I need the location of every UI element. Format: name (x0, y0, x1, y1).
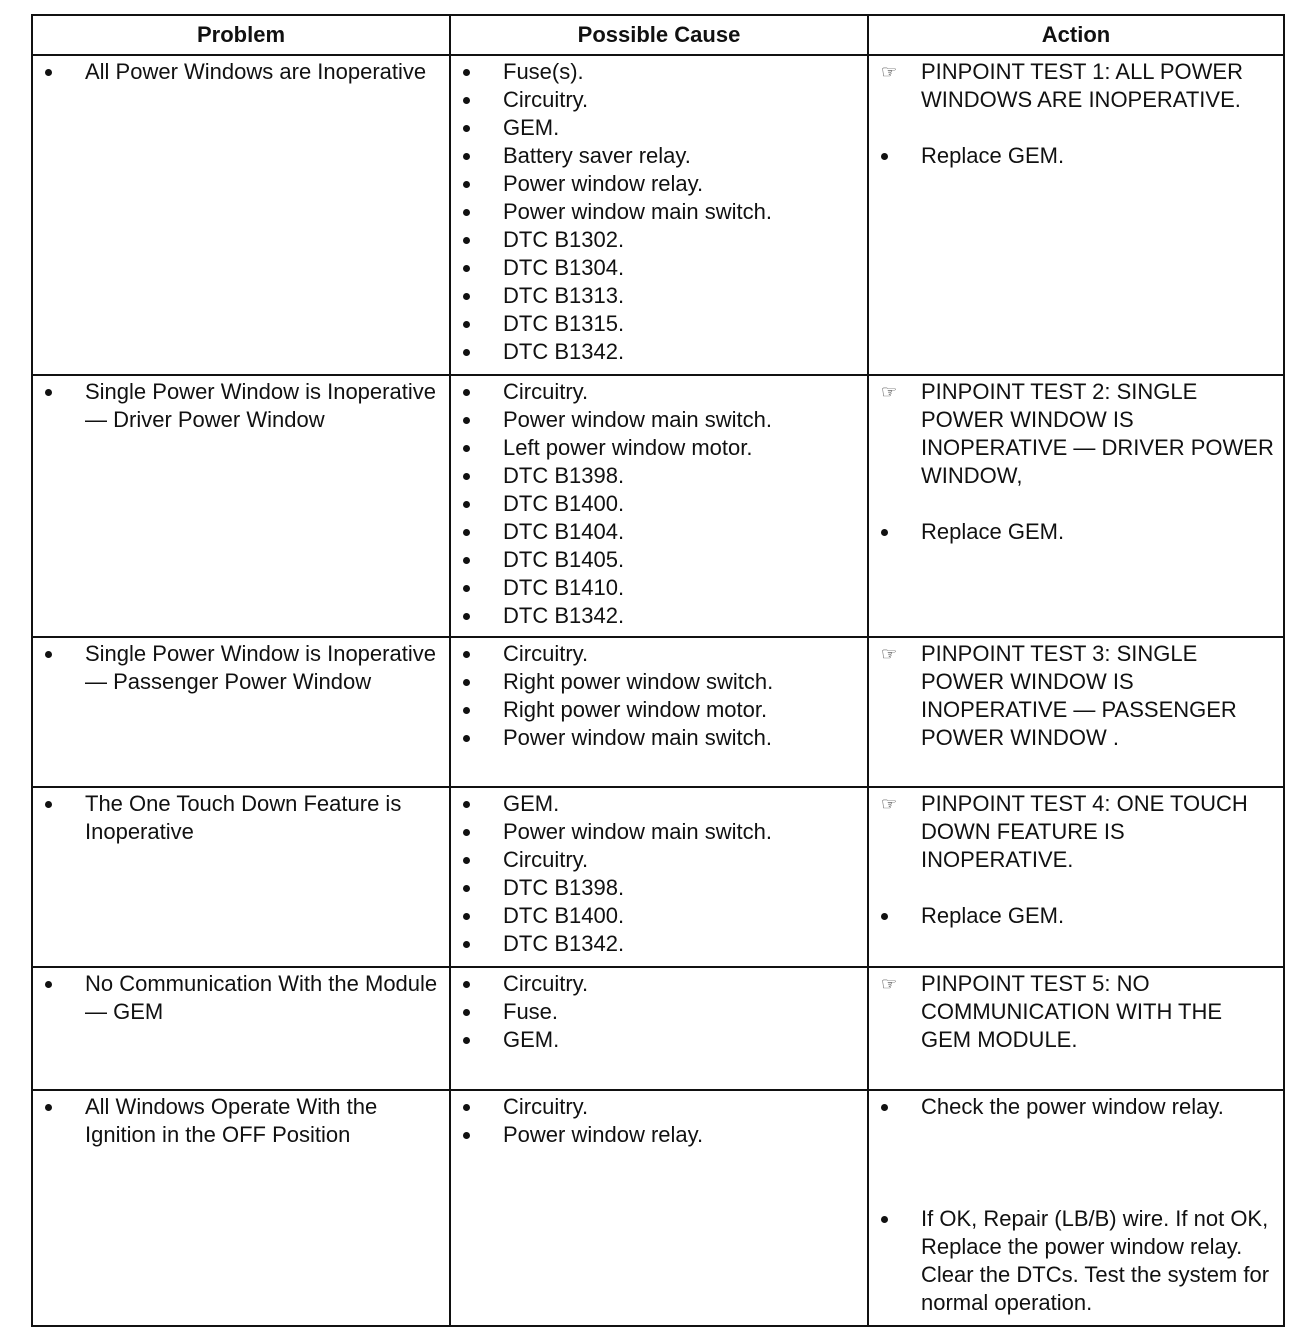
pointing-hand-icon: ☞ (881, 62, 898, 82)
action-cell (868, 637, 1284, 787)
bullet-icon (463, 170, 495, 198)
bullet-icon (463, 142, 495, 170)
cause-item: DTC B1400. (503, 491, 625, 516)
problem-cell (32, 787, 450, 967)
bullet-icon (463, 902, 495, 930)
bullet-icon (463, 724, 495, 752)
bullet-icon (45, 378, 77, 406)
problem-cell (32, 375, 450, 637)
bullet-icon (463, 546, 495, 574)
cause-item: DTC B1313. (503, 283, 625, 308)
bullet-icon (463, 198, 495, 226)
bullet-icon (45, 58, 77, 86)
bullet-icon (463, 434, 495, 462)
cause-item: DTC B1405. (503, 547, 625, 572)
cause-item: Circuitry. (503, 379, 589, 404)
bullet-icon (463, 602, 495, 630)
bullet-icon (463, 1093, 495, 1121)
cause-item: Left power window motor. (503, 435, 753, 460)
action-text: Replace GEM. (921, 143, 1065, 168)
bullet-icon (45, 1093, 77, 1121)
cause-item: Power window main switch. (503, 407, 772, 432)
cause-item: Power window main switch. (503, 725, 772, 750)
cause-item: Power window main switch. (503, 819, 772, 844)
bullet-icon (463, 310, 495, 338)
cause-item: DTC B1315. (503, 311, 625, 336)
bullet-icon (463, 86, 495, 114)
cause-item: Circuitry. (503, 971, 589, 996)
pointing-hand-icon: ☞ (881, 974, 898, 994)
bullet-icon (463, 696, 495, 724)
bullet-icon (463, 1026, 495, 1054)
cause-cell (450, 1090, 868, 1326)
problem-cell (32, 1090, 450, 1326)
bullet-icon (45, 790, 77, 818)
pointing-hand-icon: ☞ (881, 382, 898, 402)
table-row (32, 55, 1284, 375)
bullet-icon (881, 518, 913, 546)
cause-item: Circuitry. (503, 87, 589, 112)
bullet-icon (463, 338, 495, 366)
pinpoint-test-link: PINPOINT TEST 4: ONE TOUCH DOWN FEATURE IS INOPERATIVE. (921, 791, 1248, 872)
cause-item: DTC B1410. (503, 575, 625, 600)
problem-text: Single Power Window is Inoperative — Driver Power Window (85, 379, 436, 432)
problem-text: Single Power Window is Inoperative — Passenger Power Window (85, 641, 436, 694)
cause-item: DTC B1398. (503, 875, 625, 900)
pointing-hand-icon: ☞ (881, 644, 898, 664)
bullet-icon (463, 462, 495, 490)
header-row (32, 15, 1284, 55)
pinpoint-test-link: PINPOINT TEST 2: SINGLE POWER WINDOW IS INOPERATIVE — DRIVER POWER WINDOW, (921, 379, 1274, 488)
cause-item: DTC B1342. (503, 603, 625, 628)
bullet-icon (463, 998, 495, 1026)
cause-item: Circuitry. (503, 641, 589, 666)
bullet-icon (463, 518, 495, 546)
action-text: Replace GEM. (921, 519, 1065, 544)
bullet-icon (881, 142, 913, 170)
cause-item: Power window relay. (503, 171, 704, 196)
cause-item: Fuse. (503, 999, 559, 1024)
cause-item: GEM. (503, 115, 560, 140)
table-row (32, 787, 1284, 967)
cause-cell (450, 55, 868, 375)
table-row (32, 967, 1284, 1090)
bullet-icon (881, 1205, 913, 1233)
cause-item: Circuitry. (503, 847, 589, 872)
cause-cell (450, 787, 868, 967)
action-cell (868, 375, 1284, 637)
cause-cell (450, 375, 868, 637)
bullet-icon (463, 970, 495, 998)
cause-item: Fuse(s). (503, 59, 584, 84)
cause-item: DTC B1342. (503, 931, 625, 956)
cause-item: DTC B1398. (503, 463, 625, 488)
bullet-icon (881, 1093, 913, 1121)
bullet-icon (463, 574, 495, 602)
cause-cell (450, 967, 868, 1090)
problem-cell (32, 637, 450, 787)
pointing-hand-icon: ☞ (881, 794, 898, 814)
bullet-icon (463, 930, 495, 958)
cause-item: DTC B1342. (503, 339, 625, 364)
bullet-icon (463, 790, 495, 818)
problem-text: All Windows Operate With the Ignition in the OFF Position (85, 1094, 378, 1147)
bullet-icon (463, 490, 495, 518)
bullet-icon (463, 282, 495, 310)
cause-item: DTC B1404. (503, 519, 625, 544)
bullet-icon (45, 970, 77, 998)
bullet-icon (463, 1121, 495, 1149)
bullet-icon (463, 668, 495, 696)
symptom-chart (31, 14, 1285, 1327)
bullet-icon (881, 902, 913, 930)
problem-cell (32, 55, 450, 375)
problem-text: No Communication With the Module — GEM (85, 971, 438, 1024)
pinpoint-test-link: PINPOINT TEST 3: SINGLE POWER WINDOW IS INOPERATIVE — PASSENGER POWER WINDOW . (921, 641, 1237, 750)
problem-cell (32, 967, 450, 1090)
pinpoint-test-link: PINPOINT TEST 1: ALL POWER WINDOWS ARE INOPERATIVE. (921, 59, 1243, 112)
bullet-icon (463, 114, 495, 142)
problem-text: The One Touch Down Feature is Inoperative (85, 791, 402, 844)
pinpoint-test-link: PINPOINT TEST 5: NO COMMUNICATION WITH THE GEM MODULE. (921, 971, 1223, 1052)
bullet-icon (463, 406, 495, 434)
action-cell (868, 967, 1284, 1090)
action-cell (868, 787, 1284, 967)
header-possible-cause: Possible Cause (450, 15, 868, 55)
table-row (32, 1090, 1284, 1326)
bullet-icon (463, 378, 495, 406)
cause-item: GEM. (503, 791, 560, 816)
table-row (32, 637, 1284, 787)
action-text: Check the power window relay. (921, 1094, 1224, 1119)
cause-item: Right power window switch. (503, 669, 774, 694)
bullet-icon (45, 640, 77, 668)
cause-item: Power window relay. (503, 1122, 704, 1147)
action-text: If OK, Repair (LB/B) wire. If not OK, Replace the power window relay. Clear the DTCs. Test the system for normal operation. (921, 1206, 1270, 1315)
bullet-icon (463, 640, 495, 668)
action-cell (868, 55, 1284, 375)
cause-item: Battery saver relay. (503, 143, 691, 168)
cause-item: Power window main switch. (503, 199, 772, 224)
bullet-icon (463, 254, 495, 282)
bullet-icon (463, 226, 495, 254)
cause-item: DTC B1304. (503, 255, 625, 280)
bullet-icon (463, 58, 495, 86)
cause-item: DTC B1400. (503, 903, 625, 928)
action-cell (868, 1090, 1284, 1326)
header-action: Action (868, 15, 1284, 55)
cause-item: DTC B1302. (503, 227, 625, 252)
table-row (32, 375, 1284, 637)
bullet-icon (463, 846, 495, 874)
bullet-icon (463, 874, 495, 902)
cause-item: GEM. (503, 1027, 560, 1052)
action-text: Replace GEM. (921, 903, 1065, 928)
problem-text: All Power Windows are Inoperative (85, 59, 427, 84)
cause-item: Circuitry. (503, 1094, 589, 1119)
cause-cell (450, 637, 868, 787)
cause-item: Right power window motor. (503, 697, 768, 722)
bullet-icon (463, 818, 495, 846)
header-problem: Problem (32, 15, 450, 55)
